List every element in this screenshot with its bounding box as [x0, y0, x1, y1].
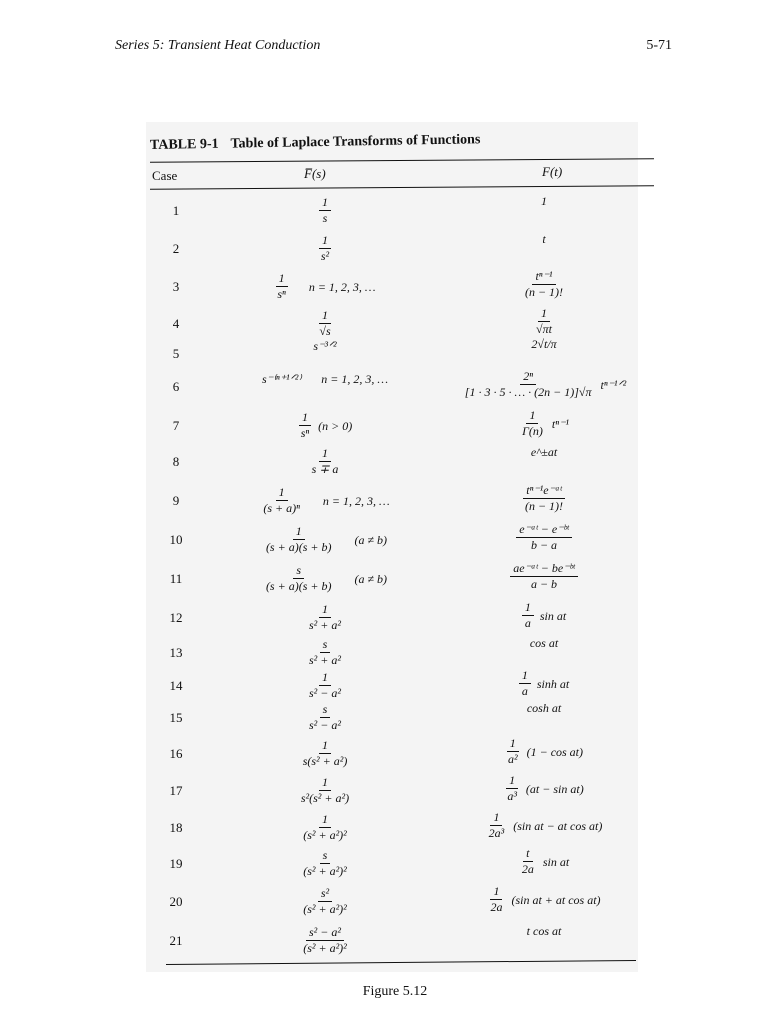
laplace-transform-cell	[230, 671, 420, 700]
ft-fraction	[486, 811, 508, 840]
case-number: 14	[169, 678, 183, 693]
ft-expression: 2√t/π	[531, 337, 557, 351]
fs-denominator: (s + a)(s + b)	[265, 540, 332, 554]
case-number: 16	[169, 746, 183, 761]
time-function-cell	[446, 636, 642, 650]
case-number: 7	[172, 418, 180, 433]
time-function-cell	[446, 194, 642, 208]
ft-fraction	[487, 885, 505, 914]
time-function-cell	[446, 270, 642, 299]
laplace-transform-cell	[230, 887, 420, 916]
ft-denominator: b − a	[530, 538, 558, 552]
time-function-cell	[446, 601, 642, 630]
fs-fraction	[260, 486, 303, 515]
fs-numerator: s	[320, 849, 331, 864]
case-number: 1	[172, 203, 180, 218]
fs-fraction	[319, 196, 331, 225]
fs-denominator: s² + a²	[309, 618, 341, 632]
case-number: 6	[172, 379, 180, 394]
fs-fraction	[306, 671, 344, 700]
fs-denominator: (s² + a²)²	[303, 864, 347, 878]
ft-fraction	[504, 774, 520, 803]
ft-numerator: e⁻ᵃᵗ − e⁻ᵇᵗ	[516, 523, 571, 538]
case-number: 10	[169, 532, 183, 547]
laplace-transform-cell	[230, 703, 420, 732]
fs-denominator: (s + a)ⁿ	[263, 501, 300, 515]
ft-denominator: a − b	[530, 577, 558, 591]
laplace-transform-cell	[230, 638, 420, 667]
fs-numerator: 1	[319, 739, 331, 754]
time-function-cell	[446, 774, 642, 803]
fs-denominator: (s² + a²)²	[303, 902, 347, 916]
case-number: 19	[169, 856, 183, 871]
table-label: TABLE 9-1	[149, 136, 219, 153]
laplace-transform-cell	[230, 564, 420, 593]
fs-fraction	[298, 776, 352, 805]
fs-denominator: s² − a²	[309, 718, 341, 732]
ft-suffix: sinh at	[536, 676, 570, 691]
fs-fraction	[316, 309, 333, 338]
case-number: 21	[169, 933, 183, 948]
laplace-transform-cell	[230, 926, 420, 955]
ft-numerator: 1	[526, 409, 538, 424]
fs-fraction	[300, 849, 350, 878]
case-number: 8	[172, 454, 180, 469]
ft-suffix: tⁿ⁻¹ᐟ²	[600, 377, 627, 392]
time-function-cell	[446, 409, 642, 438]
ft-fraction	[510, 562, 577, 591]
ft-fraction	[505, 737, 521, 766]
case-number: 18	[169, 820, 183, 835]
fs-numerator: 1	[319, 813, 331, 828]
case-number: 4	[172, 316, 180, 331]
fs-fraction	[300, 813, 350, 842]
time-function-cell	[446, 562, 642, 591]
ft-denominator: a	[521, 684, 528, 698]
time-function-cell	[446, 924, 642, 938]
fs-numerator: s	[320, 703, 331, 718]
case-number: 11	[169, 571, 183, 586]
fs-suffix: (n > 0)	[318, 418, 353, 433]
ft-fraction	[519, 409, 546, 438]
ft-denominator: (n − 1)!	[524, 285, 564, 299]
ft-denominator: 2a	[521, 862, 534, 876]
case-number: 5	[172, 346, 180, 361]
fs-numerator: s	[293, 564, 304, 579]
fs-fraction	[263, 525, 335, 554]
fs-numerator: 1	[319, 196, 331, 211]
fs-numerator: 1	[319, 447, 331, 462]
ft-suffix: (1 − cos at)	[526, 744, 584, 759]
figure-caption: Figure 5.12	[362, 984, 428, 999]
ft-fraction	[522, 270, 566, 299]
case-number: 13	[169, 645, 183, 660]
laplace-transform-cell	[230, 447, 420, 476]
page-number: 5-71	[646, 38, 672, 53]
ft-fraction	[533, 307, 555, 336]
column-header-fs: F̅(s)	[304, 166, 326, 181]
fs-condition: n = 1, 2, 3, …	[321, 372, 389, 386]
fs-denominator: √s	[319, 324, 331, 338]
time-function-cell	[446, 737, 642, 766]
ft-fraction	[519, 669, 531, 698]
ft-fraction	[522, 601, 534, 630]
ft-expression: cosh at	[526, 701, 562, 715]
ft-denominator: a	[524, 616, 531, 630]
time-function-cell	[446, 523, 642, 552]
fs-numerator: 1	[319, 234, 331, 249]
laplace-transform-cell	[230, 776, 420, 805]
fs-denominator: (s² + a²)²	[303, 941, 347, 955]
ft-numerator: 1	[538, 307, 550, 322]
fs-numerator: 1	[319, 671, 331, 686]
fs-denominator: (s + a)(s + b)	[265, 579, 332, 593]
fs-numerator: 1	[319, 309, 331, 324]
ft-numerator: 1	[507, 737, 519, 752]
laplace-transform-cell	[230, 234, 420, 263]
laplace-transform-cell	[230, 603, 420, 632]
ft-suffix: (sin at + at cos at)	[511, 892, 601, 907]
time-function-cell	[446, 370, 642, 399]
laplace-transform-cell	[230, 411, 420, 440]
case-number: 2	[172, 241, 180, 256]
laplace-transform-cell	[230, 272, 420, 301]
ft-denominator: a²	[507, 752, 518, 766]
fs-numerator: 1	[276, 272, 288, 287]
ft-numerator: 1	[519, 669, 531, 684]
fs-fraction	[300, 887, 350, 916]
ft-expression: cos at	[529, 636, 559, 650]
ft-suffix: tⁿ⁻¹	[551, 416, 569, 431]
ft-expression: e^±at	[530, 445, 558, 459]
ft-numerator: tⁿ⁻¹e⁻ᵃᵗ	[523, 484, 565, 499]
ft-expression: t	[542, 232, 546, 246]
fs-numerator: s² − a²	[306, 926, 344, 941]
ft-denominator: a³	[507, 789, 517, 803]
fs-denominator: s²(s² + a²)	[300, 791, 350, 805]
ft-fraction	[522, 484, 566, 513]
fs-fraction	[274, 272, 288, 301]
fs-expression: s⁻³ᐟ²	[313, 339, 337, 353]
fs-fraction	[298, 411, 312, 440]
laplace-transform-cell	[230, 309, 420, 338]
running-title: Series 5: Transient Heat Conduction	[115, 38, 321, 53]
ft-denominator: [1 · 3 · 5 · … · (2n − 1)]√π	[464, 385, 592, 399]
fs-fraction	[309, 447, 342, 476]
fs-numerator: 1	[319, 603, 331, 618]
ft-denominator: (n − 1)!	[524, 499, 564, 513]
fs-denominator: s ∓ a	[311, 462, 339, 476]
time-function-cell	[446, 232, 642, 246]
ft-denominator: 2a	[490, 900, 503, 914]
case-number: 12	[169, 610, 183, 625]
ft-numerator: 1	[506, 774, 518, 789]
ft-suffix: sin at	[539, 608, 567, 623]
fs-denominator: s²	[320, 249, 330, 263]
time-function-cell	[446, 885, 642, 914]
laplace-transform-cell	[230, 372, 420, 386]
fs-fraction	[318, 234, 332, 263]
ft-fraction	[462, 370, 595, 399]
fs-fraction	[300, 926, 350, 955]
ft-denominator: Γ(n)	[522, 424, 543, 438]
ft-numerator: 1	[490, 885, 502, 900]
ft-denominator: √πt	[536, 322, 552, 336]
column-header-case: Case	[152, 168, 178, 183]
fs-denominator: (s² + a²)²	[303, 828, 347, 842]
fs-expression: s⁻⁽ⁿ⁺¹ᐟ²⁾	[261, 372, 302, 386]
ft-numerator: 2ⁿ	[520, 370, 536, 385]
case-number: 15	[169, 710, 183, 725]
fs-condition: n = 1, 2, 3, …	[308, 279, 376, 294]
fs-numerator: 1	[299, 411, 311, 426]
fs-numerator: 1	[319, 776, 331, 791]
laplace-transform-cell	[230, 813, 420, 842]
time-function-cell	[446, 847, 642, 876]
fs-fraction	[306, 703, 344, 732]
table-heading: Table of Laplace Transforms of Functions	[230, 132, 481, 152]
ft-fraction	[519, 847, 537, 876]
ft-numerator: 1	[522, 601, 534, 616]
time-function-cell	[446, 701, 642, 715]
ft-suffix: (at − sin at)	[525, 781, 584, 796]
fs-numerator: s	[320, 638, 331, 653]
ft-suffix: sin at	[542, 854, 570, 869]
fs-fraction	[263, 564, 335, 593]
case-number: 17	[169, 783, 183, 798]
fs-denominator: s	[322, 211, 328, 225]
laplace-transform-cell	[230, 739, 420, 768]
case-number: 9	[172, 493, 180, 508]
ft-expression: t cos at	[526, 924, 562, 938]
laplace-transform-cell	[230, 486, 420, 515]
laplace-transform-cell	[230, 525, 420, 554]
case-number: 3	[172, 279, 180, 294]
fs-denominator: s(s² + a²)	[302, 754, 348, 768]
ft-fraction	[516, 523, 571, 552]
ft-numerator: tⁿ⁻¹	[532, 270, 555, 285]
laplace-transform-cell	[230, 849, 420, 878]
fs-numerator: 1	[293, 525, 305, 540]
ft-expression: 1	[541, 194, 547, 208]
fs-numerator: 1	[276, 486, 288, 501]
ft-suffix: (sin at − at cos at)	[513, 818, 603, 833]
ft-numerator: ae⁻ᵃᵗ − be⁻ᵇᵗ	[510, 562, 577, 577]
ft-numerator: t	[523, 847, 532, 862]
column-header-ft: F(t)	[542, 164, 563, 179]
fs-denominator: sⁿ	[300, 426, 310, 440]
time-function-cell	[446, 811, 642, 840]
fs-condition: n = 1, 2, 3, …	[322, 493, 390, 508]
fs-fraction	[300, 739, 351, 768]
fs-fraction	[306, 603, 344, 632]
time-function-cell	[446, 669, 642, 698]
time-function-cell	[446, 445, 642, 459]
laplace-transform-cell	[230, 196, 420, 225]
case-number: 20	[169, 894, 183, 909]
fs-condition: (a ≠ b)	[354, 571, 388, 586]
time-function-cell	[446, 484, 642, 513]
ft-denominator: 2a³	[488, 826, 505, 840]
time-function-cell	[446, 337, 642, 351]
fs-fraction	[306, 638, 344, 667]
fs-denominator: sⁿ	[277, 287, 286, 301]
fs-numerator: s²	[318, 887, 332, 902]
fs-condition: (a ≠ b)	[354, 532, 388, 547]
time-function-cell	[446, 307, 642, 336]
fs-denominator: s² − a²	[309, 686, 341, 700]
fs-denominator: s² + a²	[309, 653, 341, 667]
ft-numerator: 1	[490, 811, 502, 826]
laplace-transform-cell	[230, 339, 420, 353]
